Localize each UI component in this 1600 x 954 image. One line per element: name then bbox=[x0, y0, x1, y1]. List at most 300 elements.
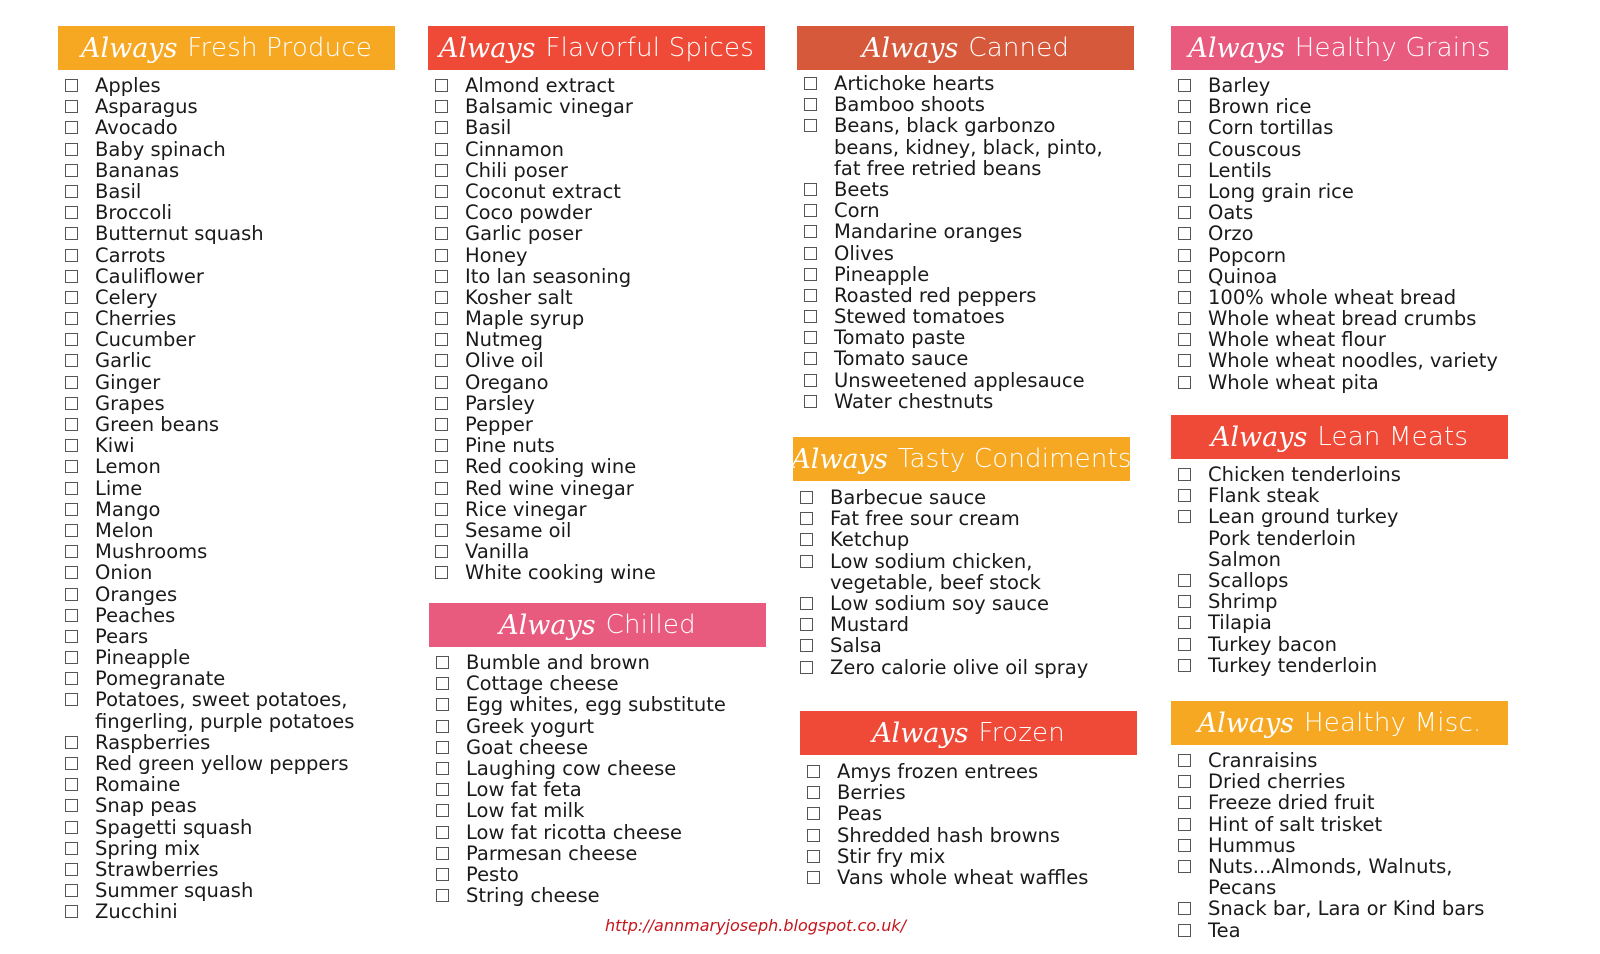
checkbox[interactable] bbox=[804, 119, 817, 132]
checkbox[interactable] bbox=[800, 491, 813, 504]
checkbox[interactable] bbox=[65, 842, 78, 855]
checklist-item-label: Barbecue sauce bbox=[830, 486, 987, 509]
checkbox[interactable] bbox=[807, 807, 820, 820]
checkbox[interactable] bbox=[65, 354, 78, 367]
checkbox[interactable] bbox=[436, 741, 449, 754]
checklist-item-label: Amys frozen entrees bbox=[837, 760, 1039, 783]
checkbox[interactable] bbox=[807, 786, 820, 799]
checklist-item bbox=[58, 647, 395, 668]
banner-healthy-misc bbox=[1171, 701, 1508, 745]
checkbox[interactable] bbox=[65, 821, 78, 834]
checklist-item bbox=[428, 202, 765, 223]
checkbox[interactable] bbox=[65, 566, 78, 579]
checkbox[interactable] bbox=[436, 698, 449, 711]
banner-prefix: Always bbox=[1188, 32, 1285, 64]
checkbox[interactable] bbox=[65, 397, 78, 410]
checkbox[interactable] bbox=[1178, 902, 1191, 915]
checkbox[interactable] bbox=[1178, 79, 1191, 92]
checkbox[interactable] bbox=[436, 868, 449, 881]
checklist-item bbox=[58, 584, 395, 605]
checklist-item bbox=[1171, 160, 1508, 181]
checklist-item-label: Coconut extract bbox=[465, 179, 621, 203]
checklist-item-label: Whole wheat pita bbox=[1208, 370, 1379, 394]
checkbox[interactable] bbox=[65, 545, 78, 558]
checklist-item bbox=[58, 435, 395, 456]
checkbox[interactable] bbox=[800, 533, 813, 546]
checkbox[interactable] bbox=[1178, 818, 1191, 831]
checklist-item bbox=[58, 732, 395, 753]
checklist-item bbox=[797, 200, 1134, 221]
checkbox[interactable] bbox=[435, 354, 448, 367]
checklist-item-label: Ito lan seasoning bbox=[465, 264, 632, 288]
checkbox[interactable] bbox=[435, 418, 448, 431]
checklist-item bbox=[58, 859, 395, 880]
checklist-item bbox=[1171, 329, 1508, 350]
checkbox[interactable] bbox=[436, 804, 449, 817]
checklist-item bbox=[793, 657, 1130, 678]
checklist-item bbox=[58, 668, 395, 689]
checklist-item bbox=[1171, 856, 1508, 877]
checkbox[interactable] bbox=[65, 312, 78, 325]
checklist-item-label: vegetable, beef stock bbox=[830, 570, 1041, 594]
banner-title: Canned bbox=[968, 33, 1070, 63]
checklist-item-label: Low fat milk bbox=[466, 799, 585, 823]
checkbox[interactable] bbox=[435, 227, 448, 240]
checkbox[interactable] bbox=[1178, 839, 1191, 852]
checklist-item bbox=[1171, 570, 1508, 591]
checkbox[interactable] bbox=[800, 512, 813, 525]
checkbox[interactable] bbox=[65, 227, 78, 240]
checklist-item-label: Low sodium soy sauce bbox=[830, 591, 1050, 615]
checkbox[interactable] bbox=[1178, 468, 1191, 481]
checklist-item bbox=[1171, 771, 1508, 792]
checklist-item bbox=[58, 245, 395, 266]
checklist-item-label: Olives bbox=[834, 241, 894, 265]
checkbox[interactable] bbox=[804, 77, 817, 90]
checkbox[interactable] bbox=[65, 333, 78, 346]
checklist-item bbox=[1171, 181, 1508, 202]
checkbox[interactable] bbox=[65, 757, 78, 770]
checklist-item bbox=[1171, 549, 1508, 570]
checkbox[interactable] bbox=[435, 249, 448, 262]
checkbox[interactable] bbox=[804, 374, 817, 387]
checkbox[interactable] bbox=[435, 291, 448, 304]
banner-title: Fresh Produce bbox=[187, 33, 373, 63]
checklist-canned bbox=[797, 73, 1134, 412]
checklist-item-label: Asparagus bbox=[95, 95, 198, 119]
checkbox[interactable] bbox=[65, 588, 78, 601]
checkbox[interactable] bbox=[1178, 121, 1191, 134]
checklist-item-label: Unsweetened applesauce bbox=[834, 368, 1085, 392]
checklist-item-label: Nuts...Almonds, Walnuts, bbox=[1208, 854, 1453, 878]
checkbox[interactable] bbox=[435, 121, 448, 134]
banner-prefix: Always bbox=[80, 32, 178, 64]
checkbox[interactable] bbox=[435, 270, 448, 283]
checkbox[interactable] bbox=[1178, 249, 1191, 262]
banner-title: Healthy Grains bbox=[1294, 33, 1491, 63]
checkbox[interactable] bbox=[435, 164, 448, 177]
checkbox[interactable] bbox=[435, 143, 448, 156]
checklist-item bbox=[797, 179, 1134, 200]
checkbox[interactable] bbox=[65, 291, 78, 304]
banner-title: Healthy Misc. bbox=[1304, 708, 1482, 738]
checkbox[interactable] bbox=[65, 249, 78, 262]
checklist-item-label: beans, kidney, black, pinto, bbox=[834, 135, 1103, 159]
checklist-item-label: Balsamic vinegar bbox=[465, 95, 633, 119]
section-canned bbox=[797, 26, 1134, 412]
checklist-item bbox=[793, 508, 1130, 529]
checklist-item-label: Zero calorie olive oil spray bbox=[830, 655, 1089, 679]
checkbox[interactable] bbox=[804, 247, 817, 260]
checkbox[interactable] bbox=[800, 618, 813, 631]
section-lean-meats bbox=[1171, 415, 1508, 676]
checklist-item-label: Peaches bbox=[95, 603, 176, 627]
checklist-item-label: Chicken tenderloins bbox=[1208, 463, 1401, 486]
checklist-item bbox=[793, 487, 1130, 508]
checklist-item-label: Dried cherries bbox=[1208, 770, 1346, 794]
checklist-item-label: fat free retried beans bbox=[834, 156, 1042, 180]
checklist-item-label: Lemon bbox=[95, 455, 161, 479]
checkbox[interactable] bbox=[800, 555, 813, 568]
checkbox[interactable] bbox=[1178, 659, 1191, 672]
checkbox[interactable] bbox=[435, 397, 448, 410]
checklist-item bbox=[1171, 920, 1508, 941]
checkbox[interactable] bbox=[804, 98, 817, 111]
checkbox[interactable] bbox=[65, 376, 78, 389]
checkbox[interactable] bbox=[804, 204, 817, 217]
checkbox[interactable] bbox=[1178, 574, 1191, 587]
checklist-item bbox=[1171, 898, 1508, 919]
checkbox[interactable] bbox=[435, 566, 448, 579]
checklist-item bbox=[428, 541, 765, 562]
checklist-item bbox=[428, 181, 765, 202]
checklist-item-label: Romaine bbox=[95, 773, 181, 797]
checklist-item bbox=[58, 838, 395, 859]
checklist-item bbox=[429, 843, 766, 864]
checklist-item bbox=[1171, 372, 1508, 393]
checklist-item-label: Red wine vinegar bbox=[465, 476, 634, 500]
checkbox[interactable] bbox=[65, 503, 78, 516]
checklist-item-label: Rice vinegar bbox=[465, 497, 587, 521]
checklist-item-label: Low fat ricotta cheese bbox=[466, 820, 683, 844]
checkbox[interactable] bbox=[65, 121, 78, 134]
checkbox[interactable] bbox=[65, 100, 78, 113]
checkbox[interactable] bbox=[804, 395, 817, 408]
checklist-item-label: Fat free sour cream bbox=[830, 507, 1020, 531]
checkbox[interactable] bbox=[1178, 754, 1191, 767]
checklist-item bbox=[428, 287, 765, 308]
checkbox[interactable] bbox=[65, 799, 78, 812]
checklist-item bbox=[429, 673, 766, 694]
checkbox[interactable] bbox=[804, 310, 817, 323]
checkbox[interactable] bbox=[65, 206, 78, 219]
checkbox[interactable] bbox=[435, 482, 448, 495]
banner-healthy-grains bbox=[1171, 26, 1508, 70]
checklist-item-label: Beets bbox=[834, 177, 890, 201]
checklist-item bbox=[58, 817, 395, 838]
checkbox[interactable] bbox=[435, 376, 448, 389]
checklist-item bbox=[797, 370, 1134, 391]
checklist-item bbox=[800, 867, 1137, 888]
checkbox[interactable] bbox=[435, 206, 448, 219]
checklist-item-label: Ginger bbox=[95, 370, 161, 394]
banner-prefix: Always bbox=[1197, 707, 1295, 739]
checklist-item bbox=[428, 414, 765, 435]
checklist-item bbox=[1171, 464, 1508, 485]
checkbox[interactable] bbox=[65, 185, 78, 198]
checkbox[interactable] bbox=[435, 79, 448, 92]
checklist-item-label: Garlic bbox=[95, 349, 152, 373]
checkbox[interactable] bbox=[436, 677, 449, 690]
checklist-item bbox=[1171, 750, 1508, 771]
checklist-item bbox=[1171, 485, 1508, 506]
checklist-item-label: Olive oil bbox=[465, 349, 544, 373]
checkbox[interactable] bbox=[1178, 270, 1191, 283]
checklist-item-label: Brown rice bbox=[1208, 95, 1312, 119]
checkbox[interactable] bbox=[807, 871, 820, 884]
checkbox[interactable] bbox=[1178, 143, 1191, 156]
checklist-item bbox=[1171, 877, 1508, 898]
checkbox[interactable] bbox=[65, 439, 78, 452]
checkbox[interactable] bbox=[1178, 595, 1191, 608]
checkbox[interactable] bbox=[65, 164, 78, 177]
banner-title: Chilled bbox=[605, 610, 696, 640]
checklist-item bbox=[793, 529, 1130, 550]
checkbox[interactable] bbox=[436, 826, 449, 839]
checklist-item-label: Ketchup bbox=[830, 528, 910, 552]
checkbox[interactable] bbox=[1178, 489, 1191, 502]
checkbox[interactable] bbox=[807, 765, 820, 778]
checkbox[interactable] bbox=[1178, 510, 1191, 523]
checkbox[interactable] bbox=[435, 312, 448, 325]
checklist-item bbox=[1171, 528, 1508, 549]
checkbox[interactable] bbox=[435, 185, 448, 198]
checklist-item bbox=[58, 541, 395, 562]
banner-prefix: Always bbox=[872, 717, 969, 749]
checkbox[interactable] bbox=[65, 778, 78, 791]
checklist-item-label: Lean ground turkey bbox=[1208, 505, 1399, 529]
checklist-item-label: Coco powder bbox=[465, 201, 593, 225]
checkbox[interactable] bbox=[804, 331, 817, 344]
checklist-flavorful-spices bbox=[428, 75, 765, 584]
checkbox[interactable] bbox=[800, 639, 813, 652]
checklist-item-label: Pine nuts bbox=[465, 434, 555, 458]
checkbox[interactable] bbox=[804, 183, 817, 196]
checklist-item bbox=[428, 117, 765, 138]
checklist-item bbox=[58, 350, 395, 371]
checklist-item-label: Celery bbox=[95, 285, 158, 309]
checklist-item bbox=[793, 614, 1130, 635]
checkbox[interactable] bbox=[435, 460, 448, 473]
checkbox[interactable] bbox=[435, 439, 448, 452]
checkbox[interactable] bbox=[1178, 206, 1191, 219]
checkbox[interactable] bbox=[1178, 100, 1191, 113]
checkbox[interactable] bbox=[436, 847, 449, 860]
checklist-item bbox=[428, 139, 765, 160]
checklist-item bbox=[428, 478, 765, 499]
checkbox[interactable] bbox=[65, 79, 78, 92]
checklist-item bbox=[797, 264, 1134, 285]
checkbox[interactable] bbox=[435, 100, 448, 113]
checkbox[interactable] bbox=[804, 225, 817, 238]
checklist-item-label: Pesto bbox=[466, 862, 519, 886]
checkbox[interactable] bbox=[436, 656, 449, 669]
checkbox[interactable] bbox=[65, 630, 78, 643]
checklist-item-label: Parsley bbox=[465, 391, 535, 415]
checklist-item bbox=[1171, 814, 1508, 835]
checkbox[interactable] bbox=[65, 651, 78, 664]
checklist-item-label: Shredded hash browns bbox=[837, 823, 1061, 847]
checkbox[interactable] bbox=[435, 524, 448, 537]
checkbox[interactable] bbox=[1178, 860, 1191, 873]
checklist-item bbox=[428, 223, 765, 244]
checklist-item-label: Snap peas bbox=[95, 794, 197, 818]
checkbox[interactable] bbox=[65, 460, 78, 473]
checklist-item-label: Mushrooms bbox=[95, 540, 208, 564]
checkbox[interactable] bbox=[436, 783, 449, 796]
checkbox[interactable] bbox=[1178, 312, 1191, 325]
checklist-item-label: Apples bbox=[95, 74, 161, 97]
checkbox[interactable] bbox=[65, 609, 78, 622]
checkbox[interactable] bbox=[1178, 775, 1191, 788]
checklist-item-label: Scallops bbox=[1208, 568, 1289, 592]
checklist-item bbox=[58, 160, 395, 181]
checkbox[interactable] bbox=[807, 829, 820, 842]
checkbox[interactable] bbox=[1178, 796, 1191, 809]
checklist-item-label: Carrots bbox=[95, 243, 166, 267]
checkbox[interactable] bbox=[436, 720, 449, 733]
checkbox[interactable] bbox=[1178, 333, 1191, 346]
checkbox[interactable] bbox=[800, 661, 813, 674]
checkbox[interactable] bbox=[804, 268, 817, 281]
checklist-item-label: Zucchini bbox=[95, 900, 178, 924]
checklist-item-label: Grapes bbox=[95, 391, 165, 415]
checklist-item-label: Strawberries bbox=[95, 857, 219, 881]
checkbox[interactable] bbox=[1178, 291, 1191, 304]
checklist-item-label: Lentils bbox=[1208, 158, 1272, 182]
checklist-item bbox=[1171, 266, 1508, 287]
checklist-item bbox=[58, 901, 395, 922]
checkbox[interactable] bbox=[436, 762, 449, 775]
checklist-item-label: Mustard bbox=[830, 613, 909, 637]
banner-title: Lean Meats bbox=[1317, 422, 1469, 452]
checkbox[interactable] bbox=[65, 884, 78, 897]
checkbox[interactable] bbox=[65, 143, 78, 156]
checklist-item-label: Artichoke hearts bbox=[834, 72, 995, 95]
checkbox[interactable] bbox=[1178, 185, 1191, 198]
checkbox[interactable] bbox=[1178, 164, 1191, 177]
checkbox[interactable] bbox=[65, 524, 78, 537]
checklist-item-label: Pineapple bbox=[834, 262, 930, 286]
checklist-item-label: Laughing cow cheese bbox=[466, 756, 677, 780]
checklist-item bbox=[429, 652, 766, 673]
checklist-item bbox=[797, 94, 1134, 115]
checklist-item-label: Kiwi bbox=[95, 434, 135, 458]
checklist-item bbox=[428, 75, 765, 96]
checkbox[interactable] bbox=[800, 597, 813, 610]
checklist-item bbox=[428, 266, 765, 287]
checklist-item-label: Broccoli bbox=[95, 201, 173, 225]
checkbox[interactable] bbox=[1178, 638, 1191, 651]
checklist-item-label: Whole wheat bread crumbs bbox=[1208, 307, 1477, 331]
checkbox[interactable] bbox=[435, 545, 448, 558]
checkbox[interactable] bbox=[65, 672, 78, 685]
checklist-item bbox=[428, 372, 765, 393]
checklist-item-label: Low fat feta bbox=[466, 778, 582, 802]
checklist-item-label: Chili poser bbox=[465, 158, 568, 182]
checkbox[interactable] bbox=[65, 863, 78, 876]
checklist-item-label: Cherries bbox=[95, 307, 177, 331]
checklist-item-label: Snack bar, Lara or Kind bars bbox=[1208, 897, 1485, 921]
checkbox[interactable] bbox=[1178, 354, 1191, 367]
checklist-item bbox=[1171, 287, 1508, 308]
checkbox[interactable] bbox=[804, 289, 817, 302]
checkbox[interactable] bbox=[65, 693, 78, 706]
checklist-item bbox=[800, 825, 1137, 846]
checkbox[interactable] bbox=[65, 418, 78, 431]
banner-chilled bbox=[429, 603, 766, 647]
checkbox[interactable] bbox=[807, 850, 820, 863]
checkbox[interactable] bbox=[804, 352, 817, 365]
checkbox[interactable] bbox=[65, 736, 78, 749]
checklist-item bbox=[797, 348, 1134, 369]
checklist-item bbox=[58, 753, 395, 774]
checklist-item-label: Summer squash bbox=[95, 879, 254, 903]
checkbox[interactable] bbox=[435, 503, 448, 516]
checklist-item bbox=[429, 885, 766, 906]
blog-link[interactable]: http://annmaryjoseph.blogspot.co.uk/ bbox=[605, 916, 906, 935]
section-flavorful-spices bbox=[428, 26, 765, 584]
checklist-item bbox=[797, 158, 1134, 179]
checkbox[interactable] bbox=[65, 270, 78, 283]
checklist-item bbox=[58, 393, 395, 414]
checklist-item-label: Oranges bbox=[95, 582, 178, 606]
checklist-item-label: Shrimp bbox=[1208, 590, 1278, 614]
checklist-item bbox=[800, 803, 1137, 824]
checklist-item-label: Onion bbox=[95, 561, 153, 585]
checkbox[interactable] bbox=[1178, 616, 1191, 629]
checklist-item bbox=[58, 795, 395, 816]
checklist-item-label: Corn tortillas bbox=[1208, 116, 1334, 140]
checkbox[interactable] bbox=[1178, 227, 1191, 240]
checklist-item bbox=[428, 160, 765, 181]
checklist-item-label: Pecans bbox=[1208, 876, 1277, 900]
checkbox[interactable] bbox=[436, 889, 449, 902]
checklist-item bbox=[428, 329, 765, 350]
checklist-healthy-grains bbox=[1171, 75, 1508, 393]
checklist-item-label: Basil bbox=[95, 179, 142, 203]
checkbox[interactable] bbox=[65, 905, 78, 918]
checklist-item bbox=[1171, 634, 1508, 655]
checklist-item-label: Pineapple bbox=[95, 646, 191, 670]
checkbox[interactable] bbox=[1178, 924, 1191, 937]
checklist-item bbox=[1171, 792, 1508, 813]
checkbox[interactable] bbox=[1178, 376, 1191, 389]
checklist-item bbox=[428, 456, 765, 477]
checklist-item-label: Bumble and brown bbox=[466, 651, 650, 674]
checklist-item bbox=[797, 285, 1134, 306]
checkbox[interactable] bbox=[65, 482, 78, 495]
checklist-item bbox=[793, 551, 1130, 572]
section-healthy-misc bbox=[1171, 701, 1508, 941]
checklist-item bbox=[800, 846, 1137, 867]
checklist-item-label: White cooking wine bbox=[465, 561, 656, 585]
checklist-item bbox=[428, 499, 765, 520]
banner-title: Tasty Condiments bbox=[897, 444, 1132, 474]
checklist-item-label: Basil bbox=[465, 116, 512, 140]
checklist-item-label: Raspberries bbox=[95, 730, 211, 754]
checkbox[interactable] bbox=[435, 333, 448, 346]
